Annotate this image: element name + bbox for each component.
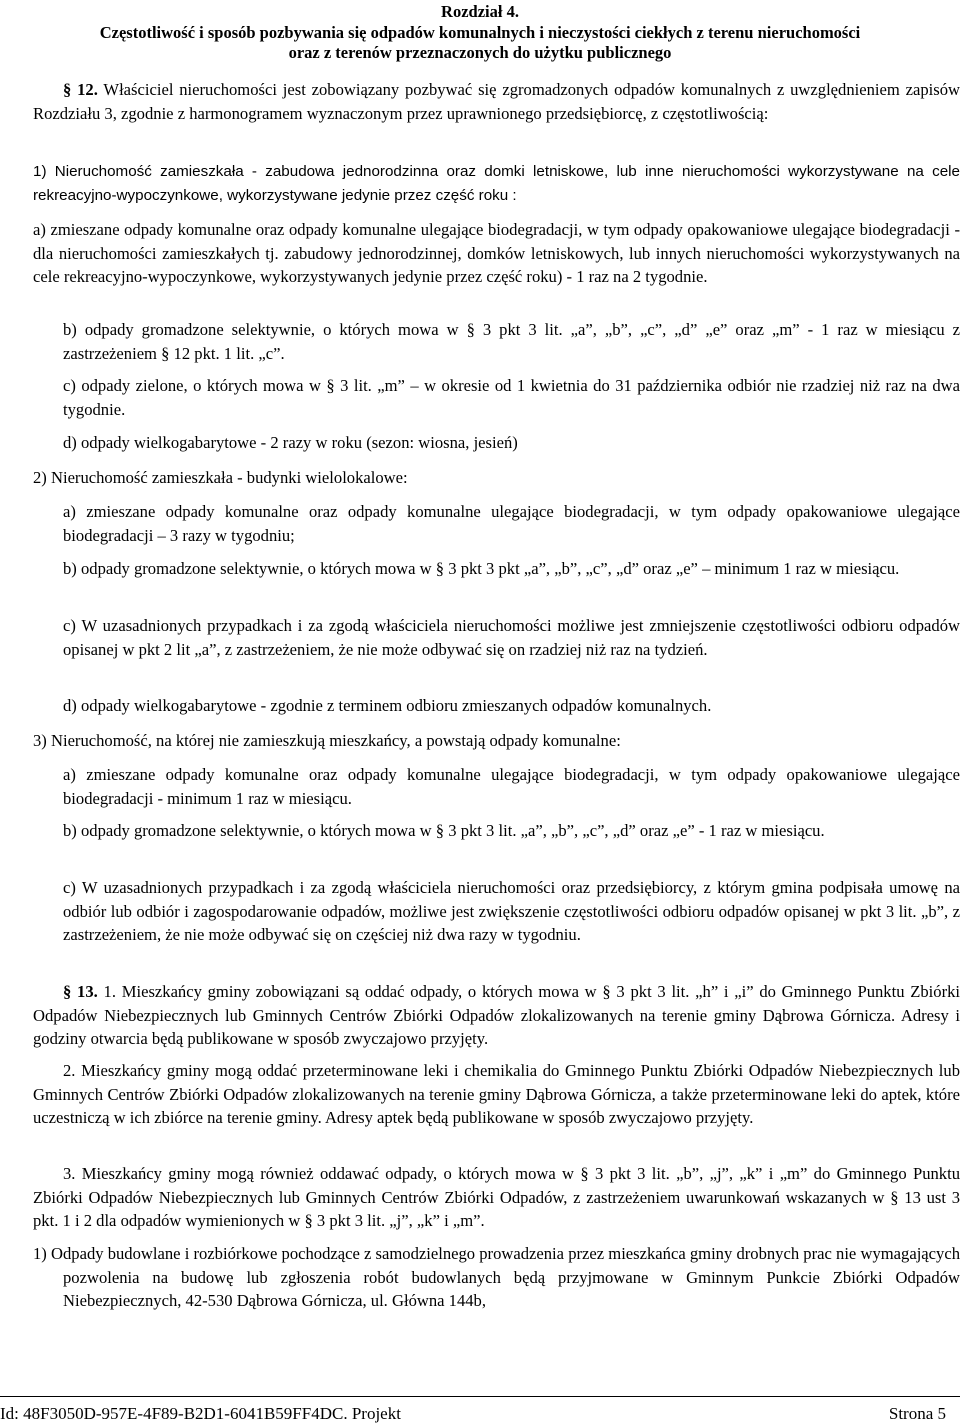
section-13-para-1-text: 1. Mieszkańcy gminy zobowiązani są oddać odpady, o których mowa w § 3 pkt 3 lit. „h” i „i” do Gminnego Punktu Zbiórki Odpadów Niebezpiecznych lub Gminnych Centrów Zbiórki Odpadów zlokalizowanych na terenie gminy Dąbrowa Górnicza. Adresy i godziny otwarcia będą publikowane w sposób zwyczajowo przyjęty. [33, 982, 960, 1048]
section-13-para-2: 2. Mieszkańcy gminy mogą oddać przeterminowane leki i chemikalia do Gminnego Punktu Zbiórki Odpadów Niebezpiecznych lub Gminnych Centrów Zbiórki Odpadów zlokalizowanych na terenie gminy Dąbrowa Górnicza, a także przeterminowane leki do aptek, które uczestniczą w ich zbiórce na terenie gminy. Adresy aptek będą publikowane w sposób zwyczajowo przyjęty. [33, 1061, 960, 1127]
footer-page-number: Strona 5 [888, 1404, 946, 1423]
chapter-title-line-1: Częstotliwość i sposób pozbywania się odpadów komunalnych i nieczystości ciekłych z terenu nieruchomości [99, 23, 861, 42]
s12-point-2-c: c) W uzasadnionych przypadkach i za zgodą właściciela nieruchomości możliwe jest zmniejszenie częstotliwości odbioru odpadów opisanej w pkt 2 lit „a”, z zastrzeżeniem, że nie może odbywać się on rzadziej niż raz na tydzień. [63, 616, 960, 659]
section-12-intro [33, 78, 960, 125]
section-13-para-1 [33, 980, 960, 1051]
section-12-text: Właściciel nieruchomości jest zobowiązany pozbywać się zgromadzonych odpadów komunalnych z uwzględnieniem zapisów Rozdziału 3, zgodnie z harmonogramem wyznaczonym przez uprawnionego przedsiębiorcę, z częstotliwością: [33, 80, 960, 123]
s12-point-1-a: a) zmieszane odpady komunalne oraz odpady komunalne ulegające biodegradacji, w tym odpady opakowaniowe ulegające biodegradacji - dla nieruchomości zamieszkałych tj. zabudowy jednorodzinnej, domków letniskowych, lub innych nieruchomości wykorzystywanych na cele rekreacyjno-wypoczynkowe, wykorzystywanych jedynie przez część roku) - 1 raz na 2 tygodnie. [33, 220, 960, 286]
section-12-number: § 12. [63, 80, 98, 99]
section-13-para-3: 3. Mieszkańcy gminy mogą również oddawać odpady, o których mowa w § 3 pkt 3 lit. „b”, „j”, „k” i „m” do Gminnego Punktu Zbiórki Odpadów Niebezpiecznych lub Gminnych Centrów Zbiórki Odpadów, z zastrzeżeniem uwarunkowań wskazanych w § 13 ust 3 pkt. 1 i 2 dla odpadów wymienionych w § 3 pkt 3 lit. „j”, „k” i „m”. [33, 1164, 960, 1230]
s12-point-3-a: a) zmieszane odpady komunalne oraz odpady komunalne ulegające biodegradacji, w tym odpady opakowaniowe ulegające biodegradacji - minimum 1 raz w miesiącu. [63, 765, 960, 808]
s12-point-1-c: c) odpady zielone, o których mowa w § 3 lit. „m” – w okresie od 1 kwietnia do 31 października odbiór nie rzadziej niż raz na dwa tygodnie. [63, 376, 960, 419]
chapter-heading: Rozdział 4. [441, 2, 519, 21]
s12-point-3-intro: 3) Nieruchomość, na której nie zamieszkują mieszkańcy, a powstają odpady komunalne: [33, 731, 621, 750]
s12-point-1-b: b) odpady gromadzone selektywnie, o których mowa w § 3 pkt 3 lit. „a”, „b”, „c”, „d” „e” oraz „m” - 1 raz w miesiącu z zastrzeżeniem § 12 pkt. 1 lit. „c”. [63, 320, 960, 363]
s12-point-1-intro: 1) Nieruchomość zamieszkała - zabudowa jednorodzinna oraz domki letniskowe, lub inne nieruchomości wykorzystywane na cele rekreacyjno-wypoczynkowe, wykorzystywane jedynie przez część roku : [33, 163, 960, 204]
section-13-number: § 13. [63, 982, 98, 1001]
s12-point-2-d: d) odpady wielkogabarytowe - zgodnie z terminem odbioru zmieszanych odpadów komunalnych. [63, 696, 712, 715]
s12-point-2-b: b) odpady gromadzone selektywnie, o których mowa w § 3 pkt 3 pkt „a”, „b”, „c”, „d” oraz „e” – minimum 1 raz w miesiącu. [63, 559, 900, 578]
s12-point-3-b: b) odpady gromadzone selektywnie, o których mowa w § 3 pkt 3 lit. „a”, „b”, „c”, „d” oraz „e” - 1 raz w miesiącu. [63, 821, 825, 840]
s12-point-3-c: c) W uzasadnionych przypadkach i za zgodą właściciela nieruchomości oraz przedsiębiorcy, z którym gmina podpisała umowę na odbiór lub odbiór i zagospodarowanie odpadów, możliwe jest zwiększenie częstotliwości odbioru odpadów opisanej w pkt 3 lit. „b”, z zastrzeżeniem, że nie może odbywać się on częściej niż dwa razy w tygodniu. [63, 878, 960, 944]
s12-point-2-a: a) zmieszane odpady komunalne oraz odpady komunalne ulegające biodegradacji, w tym odpady opakowaniowe ulegające biodegradacji – 3 razy w tygodniu; [63, 502, 960, 545]
chapter-title-line-2: oraz z terenów przeznaczonych do użytku publicznego [288, 43, 672, 62]
footer-divider [0, 1396, 960, 1397]
s12-point-2-intro: 2) Nieruchomość zamieszkała - budynki wielolokalowe: [33, 468, 408, 487]
section-13-para-3-point-1: 1) Odpady budowlane i rozbiórkowe pochodzące z samodzielnego prowadzenia przez mieszkańca gminy drobnych prac nie wymagających pozwolenia na budowę lub zgłoszenia robót budowlanych będą przyjmowane w Gminnym Punkcie Zbiórki Odpadów Niebezpiecznych, 42-530 Dąbrowa Górnicza, ul. Główna 144b, [33, 1244, 960, 1310]
footer-document-id: Id: 48F3050D-957E-4F89-B2D1-6041B59FF4DC. Projekt [0, 1404, 401, 1423]
s12-point-1-d: d) odpady wielkogabarytowe - 2 razy w roku (sezon: wiosna, jesień) [63, 433, 518, 452]
